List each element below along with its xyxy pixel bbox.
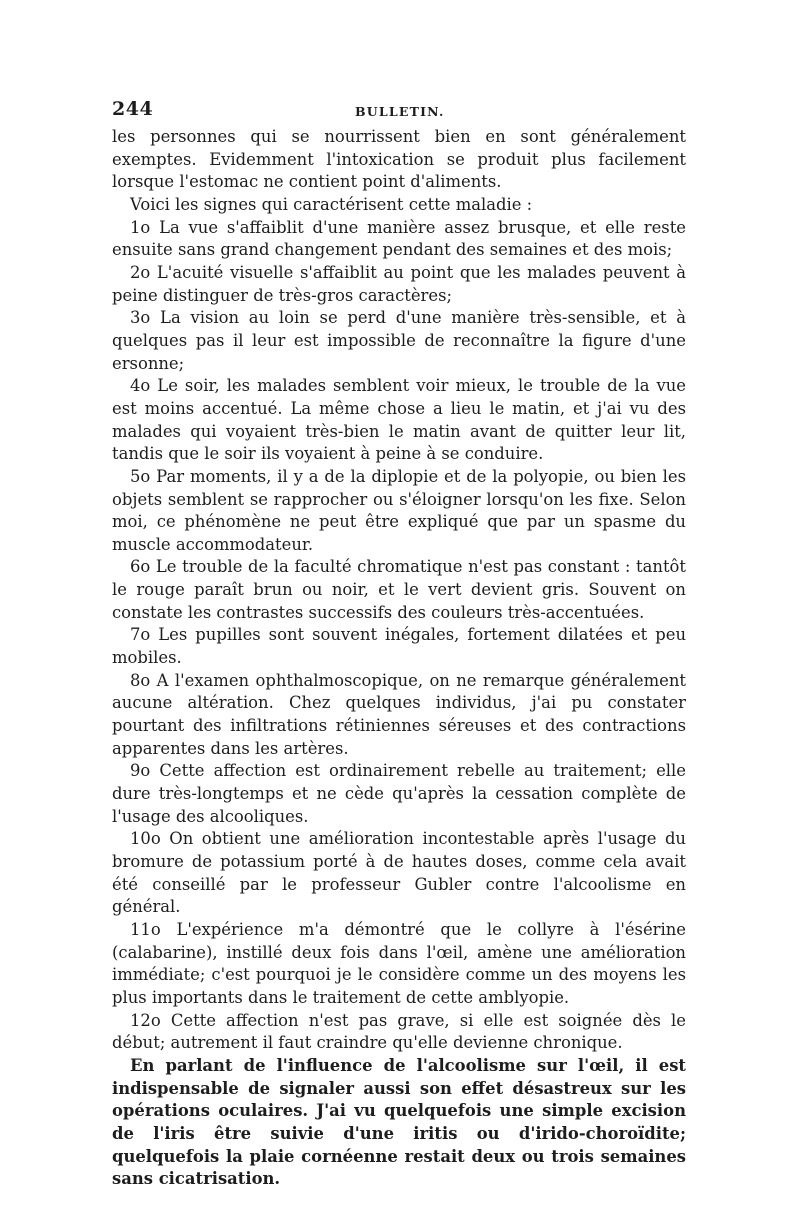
paragraph: 12o Cette affection n'est pas grave, si elle est soignée dès le début; autrement il faut craindre qu'elle devienne chronique. <box>112 1010 686 1053</box>
paragraph: 1o La vue s'affaiblit d'une manière assez brusque, et elle reste ensuite sans grand changement pendant des semaines et des mois; <box>112 217 686 260</box>
running-title: BULLETIN. <box>355 104 445 119</box>
paragraph: les personnes qui se nourrissent bien en sont généralement exemptes. Evidemment l'intoxication se produit plus facilement lorsque l'estomac ne contient point d'aliments. <box>112 127 686 192</box>
paragraph: En parlant de l'influence de l'alcoolisme sur l'œil, il est indispensable de signaler aussi son effet désastreux sur les opérations oculaires. J'ai vu quelquefois une simple excision de l'iris être suivie d'une iritis ou d'irido-choroïdite; quelquefois la plaie cornéenne restait deux ou trois semaines sans cicatrisation. <box>112 1055 686 1189</box>
paragraph: 10o On obtient une amélioration incontestable après l'usage du bromure de potassium porté à de hautes doses, comme cela avait été conseillé par le professeur Gubler contre l'alcoolisme en général. <box>112 829 686 917</box>
page-header <box>112 98 686 126</box>
paragraph: 5o Par moments, il y a de la diplopie et de la polyopie, ou bien les objets semblent se rapprocher ou s'éloigner lorsqu'on les fixe. Selon moi, ce phénomène ne peut être expliqué que par un spasme du muscle accommodateur. <box>112 466 686 554</box>
paragraph: 9o Cette affection est ordinairement rebelle au traitement; elle dure très-longtemps et ne cède qu'après la cessation complète de l'usage des alcooliques. <box>112 761 686 826</box>
paragraph: 11o L'expérience m'a démontré que le collyre à l'ésérine (calabarine), instillé deux fois dans l'œil, amène une amélioration immédiate; c'est pourquoi je le considère comme un des moyens les plus importants dans le traitement de cette amblyopie. <box>112 919 686 1007</box>
page-number: 244 <box>112 98 154 120</box>
paragraph: 8o A l'examen ophthalmoscopique, on ne remarque généralement aucune altération. Chez quelques individus, j'ai pu constater pourtant des infiltrations rétiniennes séreuses et des contractions apparentes dans les artères. <box>112 670 686 758</box>
book-page <box>112 98 686 1191</box>
paragraph: 4o Le soir, les malades semblent voir mieux, le trouble de la vue est moins accentué. La même chose a lieu le matin, et j'ai vu des malades qui voyaient très-bien le matin avant de quitter leur lit, tandis que le soir ils voyaient à peine à se conduire. <box>112 376 686 464</box>
paragraph: 2o L'acuité visuelle s'affaiblit au point que les malades peuvent à peine distinguer de très-gros caractères; <box>112 262 686 305</box>
paragraph: 7o Les pupilles sont souvent inégales, fortement dilatées et peu mobiles. <box>112 625 686 668</box>
paragraph: 3o La vision au loin se perd d'une manière très-sensible, et à quelques pas il leur est impossible de reconnaître la figure d'une ersonne; <box>112 308 686 373</box>
paragraph: 6o Le trouble de la faculté chromatique n'est pas constant : tantôt le rouge paraît brun ou noir, et le vert devient gris. Souvent on constate les contrastes successifs des couleurs très-accentuées. <box>112 557 686 622</box>
paragraph: Voici les signes qui caractérisent cette maladie : <box>130 194 533 214</box>
